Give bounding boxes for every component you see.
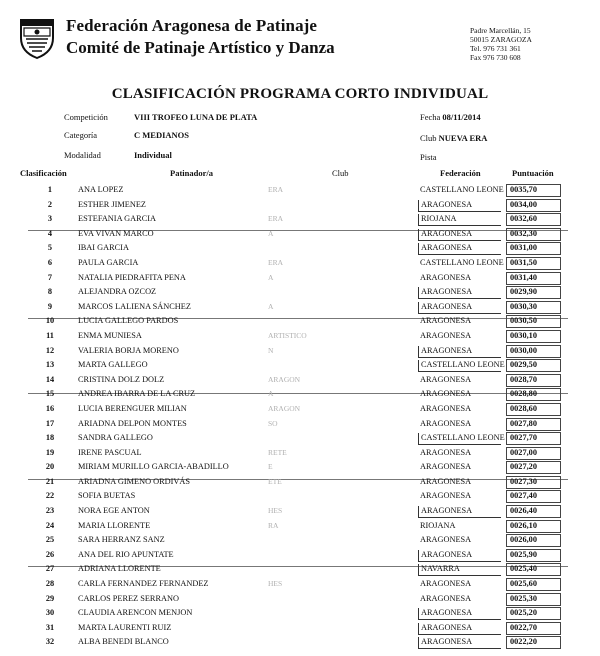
- rank-cell: 17: [45, 418, 55, 428]
- federation-cell: RIOJANA: [418, 214, 501, 226]
- score-cell: 0025,60: [506, 578, 561, 591]
- rank-cell: 5: [47, 243, 53, 253]
- skater-name-cell: EVA VIVAN MARCO: [78, 228, 154, 238]
- federation-cell: ARAGONESA: [420, 476, 472, 486]
- rank-cell: 32: [45, 637, 55, 647]
- skater-name-cell: PAULA GARCIA: [78, 257, 139, 267]
- rank-cell: 9: [47, 301, 53, 311]
- address-block: [470, 26, 532, 62]
- federation-cell: ARAGONESA: [418, 637, 501, 649]
- table-row: [0, 256, 600, 271]
- rank-cell: 22: [45, 491, 55, 501]
- federation-cell: ARAGONESA: [420, 272, 472, 282]
- rank-cell: 14: [45, 374, 55, 384]
- table-row: [0, 198, 600, 213]
- score-cell: 0027,80: [506, 418, 561, 431]
- table-row: [0, 621, 600, 636]
- club-cell: ETE: [268, 476, 282, 486]
- skater-name-cell: MIRIAM MURILLO GARCIA-ABADILLO: [78, 462, 229, 472]
- skater-name-cell: SARA HERRANZ SANZ: [78, 535, 165, 545]
- federation-cell: ARAGONESA: [418, 229, 501, 241]
- table-row: [0, 358, 600, 373]
- skater-name-cell: ALEJANDRA OZCOZ: [78, 287, 157, 297]
- rank-cell: 1: [47, 185, 53, 194]
- score-cell: 0030,50: [506, 315, 561, 328]
- competition-label: Competición: [64, 112, 108, 122]
- score-cell: 0027,00: [506, 447, 561, 460]
- federation-cell: ARAGONESA: [418, 623, 501, 635]
- federation-cell: ARAGONESA: [418, 287, 501, 299]
- skater-name-cell: ALBA BENEDI BLANCO: [78, 637, 169, 647]
- table-row: [0, 285, 600, 300]
- pista-label: Pista: [420, 152, 437, 162]
- rank-cell: 18: [45, 433, 55, 443]
- competition-value: VIII TROFEO LUNA DE PLATA: [134, 112, 258, 122]
- skater-name-cell: MARIA LLORENTE: [78, 520, 151, 530]
- federation-cell: CASTELLANO LEONE: [420, 185, 504, 194]
- federation-cell: ARAGONESA: [420, 535, 472, 545]
- rank-cell: 27: [45, 564, 55, 574]
- skater-name-cell: SOFIA BUETAS: [78, 491, 136, 501]
- rank-cell: 13: [45, 360, 55, 370]
- table-row: [0, 417, 600, 432]
- skater-name-cell: CLAUDIA ARENCON MENJON: [78, 608, 193, 618]
- skater-name-cell: LUCIA GALLEGO PARDOS: [78, 316, 179, 326]
- score-cell: 0025,40: [506, 563, 561, 576]
- rank-cell: 24: [45, 520, 55, 530]
- table-row: [0, 373, 600, 388]
- score-cell: 0025,30: [506, 593, 561, 606]
- rank-cell: 16: [45, 403, 55, 413]
- skater-name-cell: CRISTINA DOLZ DOLZ: [78, 374, 165, 384]
- skater-name-cell: IBAI GARCIA: [78, 243, 129, 253]
- skater-name-cell: LUCIA BERENGUER MILIAN: [78, 403, 187, 413]
- date-field: [420, 112, 481, 122]
- table-row: [0, 606, 600, 621]
- skater-name-cell: NATALIA PIEDRAFITA PENA: [78, 272, 186, 282]
- club-cell: HES: [268, 506, 283, 516]
- federation-cell: ARAGONESA: [420, 593, 472, 603]
- score-cell: 0027,30: [506, 476, 561, 489]
- score-cell: 0029,50: [506, 359, 561, 372]
- club-value: NUEVA ERA: [438, 133, 488, 143]
- club-cell: ARTISTICO: [268, 330, 307, 340]
- table-row: [0, 489, 600, 504]
- col-header-federation: Federación: [440, 168, 481, 178]
- address-line: Fax 976 730 608: [470, 53, 521, 62]
- table-row: [0, 446, 600, 461]
- table-row: [0, 504, 600, 519]
- rank-cell: 23: [45, 506, 55, 516]
- score-cell: 0025,20: [506, 607, 561, 620]
- table-row: [0, 329, 600, 344]
- skater-name-cell: CARLA FERNANDEZ FERNANDEZ: [78, 579, 209, 589]
- address-line: Padre Marcellán, 15: [470, 26, 531, 35]
- rank-cell: 2: [47, 199, 53, 209]
- table-row: [0, 402, 600, 417]
- skater-name-cell: MARTA GALLEGO: [78, 360, 148, 370]
- club-cell: E: [268, 462, 273, 472]
- federation-cell: ARAGONESA: [420, 403, 472, 413]
- score-cell: 0032,60: [506, 213, 561, 226]
- score-cell: 0022,20: [506, 636, 561, 649]
- club-cell: RA: [268, 520, 279, 530]
- club-cell: A: [268, 228, 274, 238]
- table-row: [0, 577, 600, 592]
- mode-label: Modalidad: [64, 150, 101, 160]
- table-row: [0, 212, 600, 227]
- federation-cell: ARAGONESA: [418, 346, 501, 358]
- address-line: Tel. 976 731 361: [470, 44, 521, 53]
- skater-name-cell: ANA DEL RIO APUNTATE: [78, 549, 174, 559]
- skater-name-cell: NORA EGE ANTON: [78, 506, 150, 516]
- date-value: 08/11/2014: [442, 112, 481, 122]
- rank-cell: 7: [47, 272, 53, 282]
- federation-cell: ARAGONESA: [420, 330, 472, 340]
- skater-name-cell: ANDREA IBARRA DE LA CRUZ: [78, 389, 196, 399]
- federation-cell: ARAGONESA: [418, 506, 501, 518]
- skater-name-cell: ARIADNA DELPON MONTES: [78, 418, 187, 428]
- col-header-skater: Patinador/a: [170, 168, 213, 178]
- score-cell: 0032,30: [506, 228, 561, 241]
- score-cell: 0030,00: [506, 345, 561, 358]
- club-cell: RETE: [268, 447, 287, 457]
- rank-cell: 3: [47, 214, 53, 224]
- score-cell: 0027,20: [506, 461, 561, 474]
- federation-cell: ARAGONESA: [418, 302, 501, 314]
- score-cell: 0031,40: [506, 272, 561, 285]
- table-row: [0, 300, 600, 315]
- skater-name-cell: ANA LOPEZ: [78, 185, 124, 194]
- federation-cell: ARAGONESA: [420, 579, 472, 589]
- score-cell: 0027,40: [506, 490, 561, 503]
- skater-name-cell: ESTHER JIMENEZ: [78, 199, 146, 209]
- committee-name: Comité de Patinaje Artístico y Danza: [66, 38, 335, 57]
- skater-name-cell: VALERIA BORJA MORENO: [78, 345, 179, 355]
- federation-cell: ARAGONESA: [420, 389, 472, 399]
- skater-name-cell: SANDRA GALLEGO: [78, 433, 153, 443]
- federation-cell: ARAGONESA: [420, 316, 472, 326]
- score-cell: 0035,70: [506, 184, 561, 197]
- score-cell: 0030,30: [506, 301, 561, 314]
- club-cell: ERA: [268, 185, 283, 194]
- table-row: [0, 387, 600, 402]
- table-row: [0, 431, 600, 446]
- mode-value: Individual: [134, 150, 172, 160]
- federation-cell: CASTELLANO LEONE: [418, 433, 501, 445]
- rank-cell: 15: [45, 389, 55, 399]
- score-cell: 0027,70: [506, 432, 561, 445]
- table-row: [0, 519, 600, 534]
- rank-cell: 31: [45, 622, 55, 632]
- score-cell: 0028,60: [506, 403, 561, 416]
- score-cell: 0031,50: [506, 257, 561, 270]
- club-cell: ERA: [268, 214, 283, 224]
- col-header-club: Club: [332, 168, 349, 178]
- table-row: [0, 548, 600, 563]
- category-value: C MEDIANOS: [134, 130, 190, 140]
- table-row: [0, 183, 600, 198]
- score-cell: 0025,90: [506, 549, 561, 562]
- rank-cell: 8: [47, 287, 53, 297]
- table-row: [0, 344, 600, 359]
- federation-cell: RIOJANA: [420, 520, 456, 530]
- club-cell: ERA: [268, 257, 283, 267]
- rank-cell: 28: [45, 579, 55, 589]
- federation-crest-icon: [18, 14, 56, 60]
- club-cell: N: [268, 345, 274, 355]
- score-cell: 0030,10: [506, 330, 561, 343]
- rank-cell: 30: [45, 608, 55, 618]
- table-row: [0, 271, 600, 286]
- score-cell: 0031,00: [506, 242, 561, 255]
- federation-cell: CASTELLANO LEONE: [418, 360, 501, 372]
- club-cell: A: [268, 389, 274, 399]
- skater-name-cell: ESTEFANIA GARCIA: [78, 214, 156, 224]
- table-row: [0, 227, 600, 242]
- federation-cell: ARAGONESA: [420, 491, 472, 501]
- table-row: [0, 241, 600, 256]
- address-line: 50015 ZARAGOZA: [470, 35, 532, 44]
- skater-name-cell: CARLOS PEREZ SERRANO: [78, 593, 179, 603]
- federation-cell: ARAGONESA: [420, 447, 472, 457]
- skater-name-cell: MARTA LAURENTI RUIZ: [78, 622, 172, 632]
- table-row: [0, 562, 600, 577]
- club-cell: A: [268, 272, 274, 282]
- skater-name-cell: IRENE PASCUAL: [78, 447, 142, 457]
- club-cell: ARAGON: [268, 403, 301, 413]
- col-header-position: Clasificación: [20, 168, 67, 178]
- rank-cell: 21: [45, 476, 55, 486]
- federation-cell: ARAGONESA: [418, 200, 501, 212]
- score-cell: 0028,80: [506, 388, 561, 401]
- federation-cell: ARAGONESA: [420, 374, 472, 384]
- rank-cell: 25: [45, 535, 55, 545]
- results-table: [0, 183, 600, 650]
- score-cell: 0022,70: [506, 622, 561, 635]
- federation-cell: ARAGONESA: [418, 608, 501, 620]
- rank-cell: 12: [45, 345, 55, 355]
- club-field: [420, 133, 487, 143]
- rank-cell: 4: [47, 228, 53, 238]
- federation-cell: ARAGONESA: [420, 462, 472, 472]
- rank-cell: 19: [45, 447, 55, 457]
- rank-cell: 20: [45, 462, 55, 472]
- rank-cell: 11: [46, 330, 54, 340]
- organization-name: Federación Aragonesa de Patinaje: [66, 16, 318, 35]
- skater-name-cell: ADRIANA LLORENTE: [78, 564, 161, 574]
- table-row: [0, 592, 600, 607]
- club-label: Club: [420, 133, 437, 143]
- col-header-score: Puntuación: [512, 168, 554, 178]
- federation-cell: CASTELLANO LEONE: [420, 257, 504, 267]
- club-cell: A: [268, 301, 274, 311]
- score-cell: 0028,70: [506, 374, 561, 387]
- category-label: Categoría: [64, 130, 98, 140]
- score-cell: 0026,10: [506, 520, 561, 533]
- score-cell: 0026,00: [506, 534, 561, 547]
- rank-cell: 29: [45, 593, 55, 603]
- club-cell: ARAGON: [268, 374, 301, 384]
- federation-cell: NAVARRA: [418, 564, 501, 576]
- rank-cell: 6: [47, 257, 53, 267]
- document-title: CLASIFICACIÓN PROGRAMA CORTO INDIVIDUAL: [111, 86, 489, 102]
- score-cell: 0026,40: [506, 505, 561, 518]
- federation-cell: ARAGONESA: [418, 550, 501, 562]
- rank-cell: 10: [45, 316, 55, 326]
- rank-cell: 26: [45, 549, 55, 559]
- federation-cell: ARAGONESA: [418, 243, 501, 255]
- club-cell: HES: [268, 579, 283, 589]
- table-row: [0, 460, 600, 475]
- skater-name-cell: ARIADNA GIMENO ORDIVÁS: [78, 476, 191, 486]
- federation-cell: ARAGONESA: [420, 418, 472, 428]
- table-row: [0, 475, 600, 490]
- date-label: Fecha: [420, 112, 441, 122]
- table-row: [0, 314, 600, 329]
- skater-name-cell: MARCOS LALIENA SÁNCHEZ: [78, 301, 191, 311]
- table-row: [0, 635, 600, 650]
- score-cell: 0029,90: [506, 286, 561, 299]
- score-cell: 0034,00: [506, 199, 561, 212]
- table-row: [0, 533, 600, 548]
- skater-name-cell: ENMA MUNIESA: [78, 330, 142, 340]
- club-cell: SO: [268, 418, 278, 428]
